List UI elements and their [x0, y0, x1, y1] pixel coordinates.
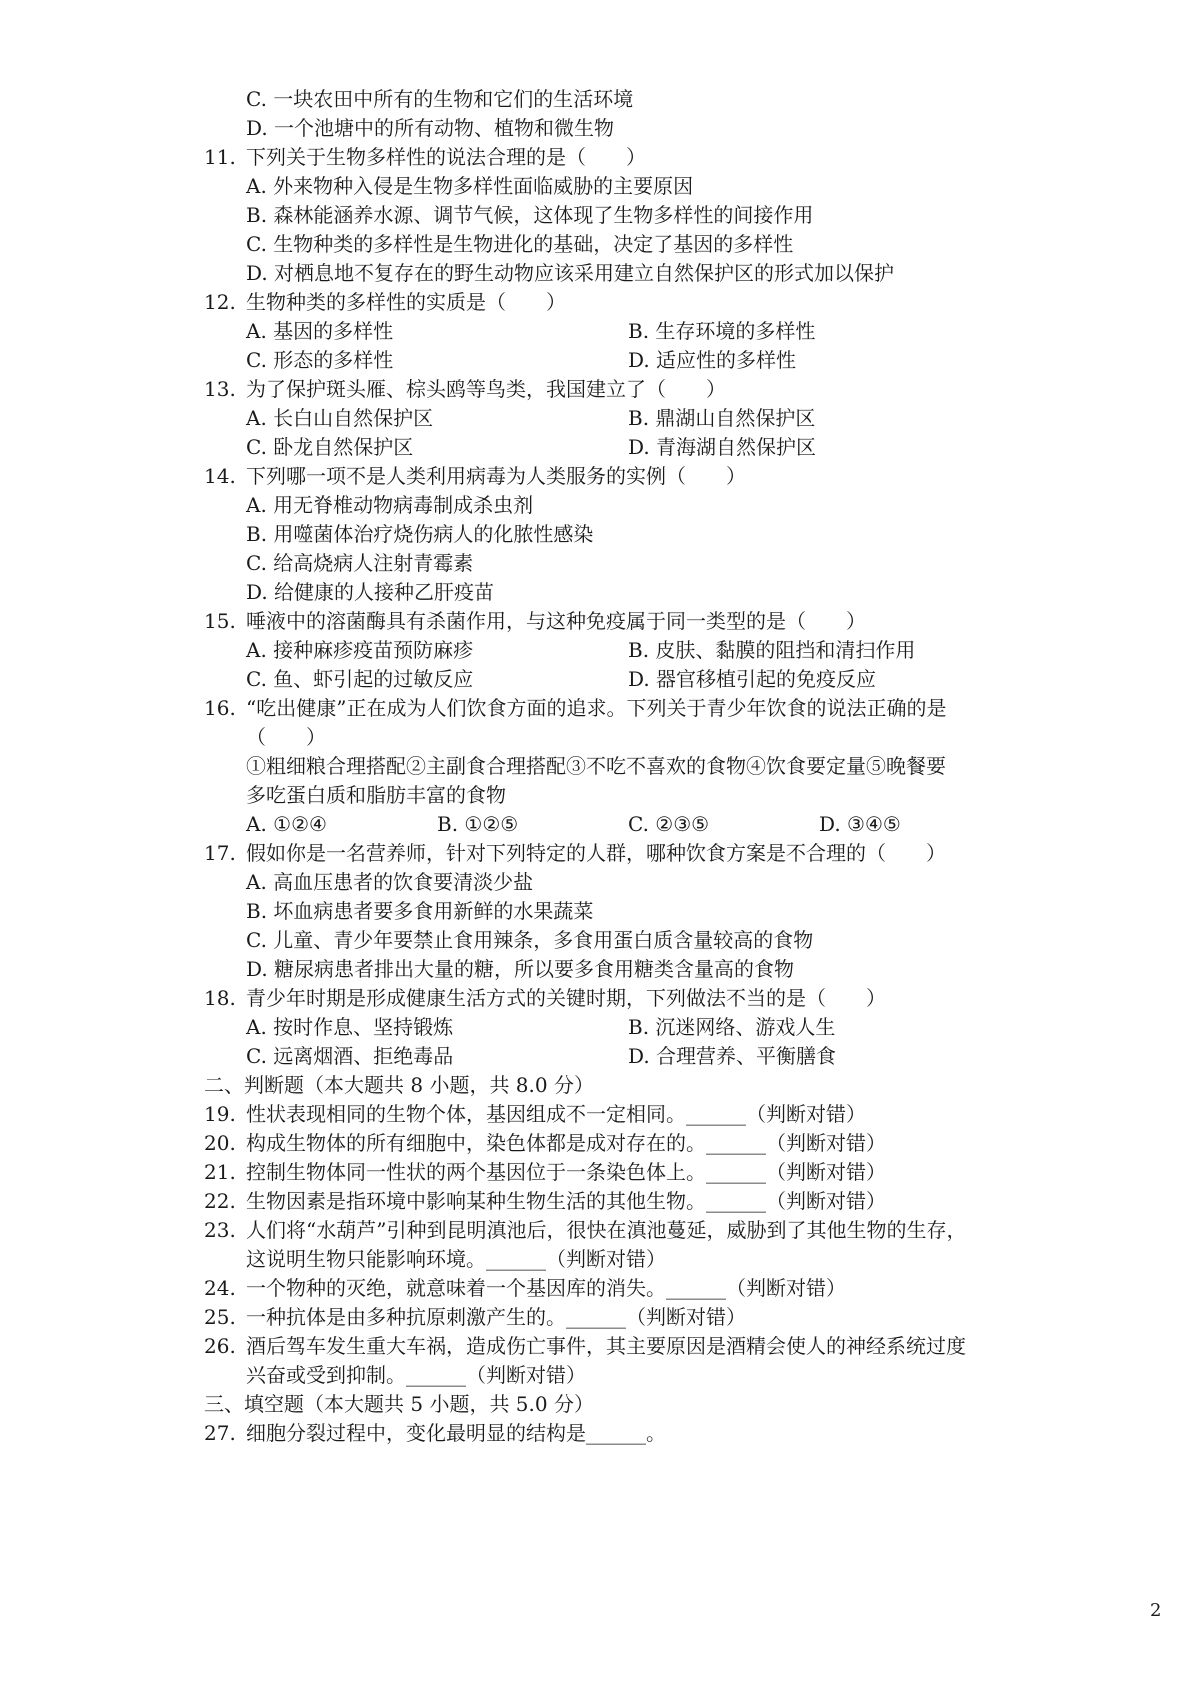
q23-text-line2: 这说明生物只能影响环境。______（判断对错） [246, 1247, 666, 1271]
q11-option-c: C. 生物种类的多样性是生物进化的基础，决定了基因的多样性 [246, 232, 794, 256]
q21-number: 21. [204, 1160, 236, 1184]
q14-option-c: C. 给高烧病人注射青霉素 [246, 551, 474, 575]
section-heading-judgement: 二、判断题（本大题共 8 小题，共 8.0 分） [204, 1073, 594, 1097]
q21-text: 控制生物体同一性状的两个基因位于一条染色体上。______（判断对错） [246, 1160, 886, 1184]
q15-option-d: D. 器官移植引起的免疫反应 [628, 667, 877, 691]
q11-option-d: D. 对栖息地不复存在的野生动物应该采用建立自然保护区的形式加以保护 [246, 261, 895, 285]
q16-option-b: B. ①②⑤ [437, 812, 519, 836]
q19-text: 性状表现相同的生物个体，基因组成不一定相同。______（判断对错） [246, 1102, 866, 1126]
q17-option-c: C. 儿童、青少年要禁止食用辣条，多食用蛋白质含量较高的食物 [246, 928, 814, 952]
q26-text-line1: 酒后驾车发生重大车祸，造成伤亡事件，其主要原因是酒精会使人的神经系统过度 [246, 1334, 966, 1358]
q18-option-a: A. 按时作息、坚持锻炼 [246, 1015, 454, 1039]
q18-text: 青少年时期是形成健康生活方式的关键时期，下列做法不当的是（ ） [246, 986, 886, 1010]
q15-option-a: A. 接种麻疹疫苗预防麻疹 [246, 638, 474, 662]
q27-number: 27. [204, 1421, 236, 1445]
q16-option-c: C. ②③⑤ [628, 812, 710, 836]
q17-option-b: B. 坏血病患者要多食用新鲜的水果蔬菜 [246, 899, 594, 923]
q14-option-d: D. 给健康的人接种乙肝疫苗 [246, 580, 495, 604]
q18-number: 18. [204, 986, 236, 1010]
q16-option-a: A. ①②④ [246, 812, 327, 836]
q17-option-d: D. 糖尿病患者排出大量的糖，所以要多食用糖类含量高的食物 [246, 957, 795, 981]
q13-option-b: B. 鼎湖山自然保护区 [628, 406, 816, 430]
q16-number: 16. [204, 696, 236, 720]
q13-option-a: A. 长白山自然保护区 [246, 406, 434, 430]
q12-option-d: D. 适应性的多样性 [628, 348, 797, 372]
q13-text: 为了保护斑头雁、棕头鸥等鸟类，我国建立了（ ） [246, 377, 726, 401]
q24-text: 一个物种的灭绝，就意味着一个基因库的消失。______（判断对错） [246, 1276, 846, 1300]
q12-option-c: C. 形态的多样性 [246, 348, 394, 372]
q16-text-line3: ①粗细粮合理搭配②主副食合理搭配③不吃不喜欢的食物④饮食要定量⑤晚餐要 [246, 754, 946, 778]
q11-text: 下列关于生物多样性的说法合理的是（ ） [246, 145, 646, 169]
q17-number: 17. [204, 841, 236, 865]
q12-text: 生物种类的多样性的实质是（ ） [246, 290, 566, 314]
q18-option-b: B. 沉迷网络、游戏人生 [628, 1015, 836, 1039]
q25-number: 25. [204, 1305, 236, 1329]
q16-text-line4: 多吃蛋白质和脂肪丰富的食物 [246, 783, 506, 807]
q15-number: 15. [204, 609, 236, 633]
q12-option-b: B. 生存环境的多样性 [628, 319, 816, 343]
q14-text: 下列哪一项不是人类利用病毒为人类服务的实例（ ） [246, 464, 746, 488]
q13-option-d: D. 青海湖自然保护区 [628, 435, 817, 459]
q19-number: 19. [204, 1102, 236, 1126]
q23-text-line1: 人们将“水葫芦”引种到昆明滇池后，很快在滇池蔓延，威胁到了其他生物的生存， [246, 1218, 967, 1242]
q13-number: 13. [204, 377, 236, 401]
page-number: 2 [1150, 1600, 1162, 1621]
q26-text-line2: 兴奋或受到抑制。______（判断对错） [246, 1363, 586, 1387]
q10-option-c: C. 一块农田中所有的生物和它们的生活环境 [246, 87, 634, 111]
q22-text: 生物因素是指环境中影响某种生物生活的其他生物。______（判断对错） [246, 1189, 886, 1213]
q11-option-a: A. 外来物种入侵是生物多样性面临威胁的主要原因 [246, 174, 694, 198]
q13-option-c: C. 卧龙自然保护区 [246, 435, 414, 459]
q20-number: 20. [204, 1131, 236, 1155]
q15-option-c: C. 鱼、虾引起的过敏反应 [246, 667, 474, 691]
q16-text-line1: “吃出健康”正在成为人们饮食方面的追求。下列关于青少年饮食的说法正确的是 [246, 696, 947, 720]
q10-option-d: D. 一个池塘中的所有动物、植物和微生物 [246, 116, 615, 140]
q12-number: 12. [204, 290, 236, 314]
q11-option-b: B. 森林能涵养水源、调节气候，这体现了生物多样性的间接作用 [246, 203, 814, 227]
q16-text-line2: （ ） [246, 725, 326, 749]
q20-text: 构成生物体的所有细胞中，染色体都是成对存在的。______（判断对错） [246, 1131, 886, 1155]
q27-text: 细胞分裂过程中，变化最明显的结构是______。 [246, 1421, 666, 1445]
q17-option-a: A. 高血压患者的饮食要清淡少盐 [246, 870, 534, 894]
q18-option-d: D. 合理营养、平衡膳食 [628, 1044, 837, 1068]
q15-option-b: B. 皮肤、黏膜的阻挡和清扫作用 [628, 638, 916, 662]
q22-number: 22. [204, 1189, 236, 1213]
q14-option-a: A. 用无脊椎动物病毒制成杀虫剂 [246, 493, 534, 517]
q15-text: 唾液中的溶菌酶具有杀菌作用，与这种免疫属于同一类型的是（ ） [246, 609, 866, 633]
q23-number: 23. [204, 1218, 236, 1242]
q25-text: 一种抗体是由多种抗原刺激产生的。______（判断对错） [246, 1305, 746, 1329]
q14-number: 14. [204, 464, 236, 488]
q17-text: 假如你是一名营养师，针对下列特定的人群，哪种饮食方案是不合理的（ ） [246, 841, 946, 865]
q16-option-d: D. ③④⑤ [819, 812, 901, 836]
section-heading-fill-in: 三、填空题（本大题共 5 小题，共 5.0 分） [204, 1392, 594, 1416]
q12-option-a: A. 基因的多样性 [246, 319, 394, 343]
q18-option-c: C. 远离烟酒、拒绝毒品 [246, 1044, 454, 1068]
q26-number: 26. [204, 1334, 236, 1358]
q11-number: 11. [204, 145, 236, 169]
q14-option-b: B. 用噬菌体治疗烧伤病人的化脓性感染 [246, 522, 594, 546]
q24-number: 24. [204, 1276, 236, 1300]
